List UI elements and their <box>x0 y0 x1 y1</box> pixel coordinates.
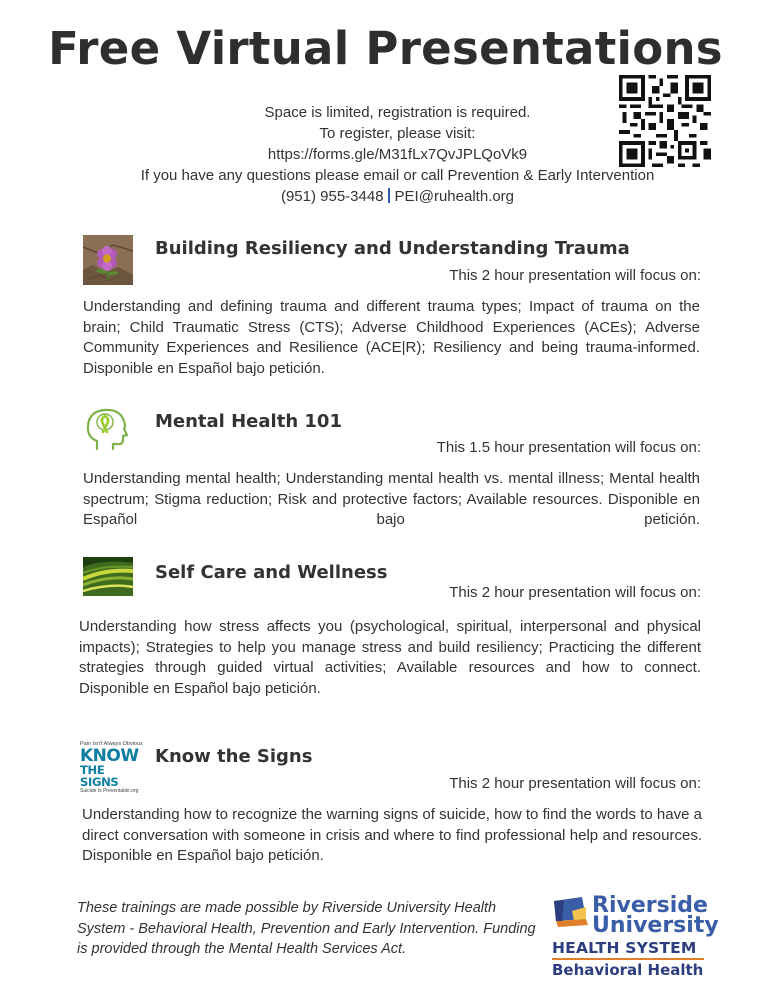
section-focus-self-care: This 2 hour presentation will focus on: <box>449 584 701 601</box>
qr-code-icon[interactable] <box>619 75 711 167</box>
section-title-mental-health: Mental Health 101 <box>155 411 342 432</box>
section-focus-mental-health: This 1.5 hour presentation will focus on: <box>436 439 701 456</box>
section-description-know-the-signs: Understanding how to recognize the warning signs of suicide, how to find the words to have a direct conversation with someone in crisis and where to find professional help and resources. Disponible en Español bajo petición. <box>82 806 702 864</box>
know-the-signs-logo <box>80 741 143 794</box>
ruhs-logo-line1: Riverside <box>592 893 708 918</box>
ruhs-logo-line4: Behavioral Health <box>552 961 704 979</box>
section-title-trauma: Building Resiliency and Understanding Trauma <box>155 238 630 259</box>
section-title-self-care: Self Care and Wellness <box>155 562 388 583</box>
know-the-signs-line2: THE SIGNS <box>80 763 119 789</box>
ruhs-logo <box>552 893 719 980</box>
registration-instruction: To register, please visit: <box>319 125 476 142</box>
contact-separator <box>388 188 390 203</box>
flower-icon <box>83 235 133 285</box>
section-description-trauma: Understanding and defining trauma and different trauma types; Impact of trauma on the brain; Child Traumatic Stress (CTS); Adverse Childhood Experiences (ACEs); Adverse Community Experiences and Resilience (ACE|R); Resiliency and being trauma-informed. Disponible en Español bajo petición. <box>83 298 700 377</box>
section-description-self-care: Understanding how stress affects you (psychological, spiritual, interpersonal and physical impacts); Strategies to help you manage stress and build resiliency; Practicing the different strategies through guided virtual activities; Available resources and how to connect. Disponible en Español bajo petición. <box>79 618 701 697</box>
contact-phone[interactable]: (951) 955-3448 <box>280 188 384 205</box>
page-title: Free Virtual Presentations <box>48 22 723 75</box>
ruhs-logo-line2: University <box>592 913 719 938</box>
registration-note: Space is limited, registration is required. <box>264 104 531 121</box>
footer-funding-note: These trainings are made possible by Riverside University Health System - Behavioral Health, Prevention and Early Intervention. Funding is provided through the Mental Health Services Act. <box>77 900 536 957</box>
head-ribbon-icon <box>83 405 133 455</box>
section-description-mental-health: Understanding mental health; Understanding mental health vs. mental illness; Mental health spectrum; Stigma reduction; Risk and protective factors; Available resources. Disponible en Español bajo petición. <box>83 470 700 528</box>
section-focus-know-the-signs: This 2 hour presentation will focus on: <box>449 775 701 792</box>
know-the-signs-footer: Suicide Is Preventable.org <box>80 788 139 794</box>
section-title-know-the-signs: Know the Signs <box>155 746 313 767</box>
know-the-signs-tagline: Pain Isn't Always Obvious <box>80 741 143 747</box>
contact-email[interactable]: PEI@ruhealth.org <box>394 188 515 205</box>
ruhs-logo-mark-icon <box>552 897 588 935</box>
ruhs-logo-line3: HEALTH SYSTEM <box>552 939 697 957</box>
green-waves-icon <box>83 557 133 596</box>
know-the-signs-line1: KNOW <box>80 746 139 766</box>
section-focus-trauma: This 2 hour presentation will focus on: <box>449 267 701 284</box>
registration-link[interactable]: https://forms.gle/M31fLx7QvJPLQoVk9 <box>267 146 528 163</box>
contact-note: If you have any questions please email or call Prevention & Early Intervention <box>140 167 655 184</box>
ruhs-logo-divider <box>552 958 704 960</box>
contact-line <box>60 186 735 207</box>
